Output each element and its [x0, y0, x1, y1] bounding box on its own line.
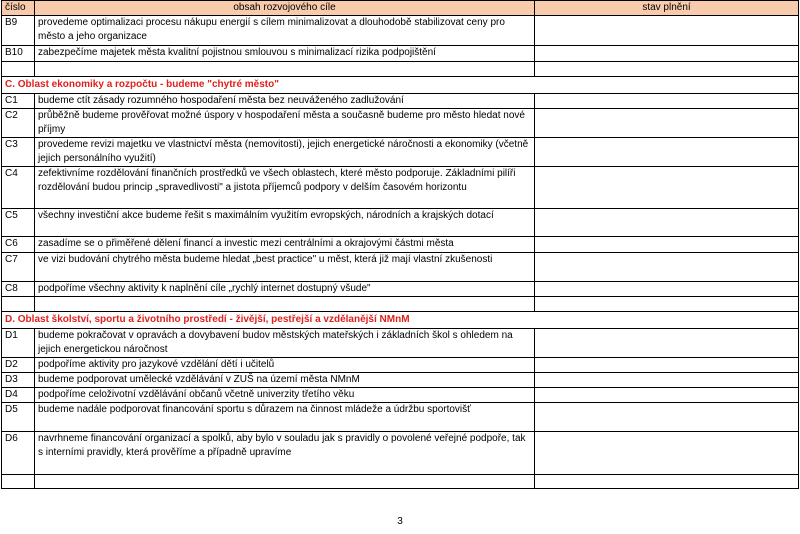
table-header-row — [2, 1, 799, 16]
goal-status-cell — [535, 403, 799, 432]
goal-status-cell — [535, 373, 799, 388]
goal-number-cell: C4 — [2, 167, 35, 209]
empty-cell — [2, 297, 35, 312]
empty-cell — [2, 62, 35, 77]
table-row — [2, 167, 799, 209]
empty-cell — [2, 475, 35, 489]
goal-content-cell: všechny investiční akce budeme řešit s maximálním využitím evropských, národních a krajských dotací — [35, 209, 535, 237]
goal-status-cell — [535, 329, 799, 358]
goal-number-cell: C1 — [2, 94, 35, 109]
goal-number-cell: D3 — [2, 373, 35, 388]
goal-status-cell — [535, 358, 799, 373]
goal-number-cell: C3 — [2, 138, 35, 167]
goal-status-cell — [535, 432, 799, 475]
goal-content-cell: průběžně budeme prověřovat možné úspory v hospodaření města a současně budeme pro město hledat nové příjmy — [35, 109, 535, 138]
empty-cell — [535, 62, 799, 77]
goal-content-cell: budeme podporovat umělecké vzdělávání v ZUŠ na území města NMnM — [35, 373, 535, 388]
goal-content-cell: provedeme revizi majetku ve vlastnictví města (nemovitosti), jejich energetické náročnosti a ekonomiky (včetně jejich personálního využití) — [35, 138, 535, 167]
empty-row — [2, 297, 799, 312]
table-row — [2, 329, 799, 358]
table-row — [2, 282, 799, 297]
goal-number-cell: C8 — [2, 282, 35, 297]
goals-table-body — [2, 1, 799, 489]
goal-status-cell — [535, 94, 799, 109]
goal-content-cell: navrhneme financování organizací a spolků, aby bylo v souladu jak s pravidly o povolené veřejné podpoře, tak s interními pravidly, která prověříme a případně upravíme — [35, 432, 535, 475]
table-row — [2, 46, 799, 62]
goal-status-cell — [535, 109, 799, 138]
goal-number-cell: B9 — [2, 16, 35, 46]
empty-cell — [35, 297, 535, 312]
goals-table — [1, 0, 799, 489]
goal-status-cell — [535, 16, 799, 46]
table-row — [2, 373, 799, 388]
goal-status-cell — [535, 167, 799, 209]
goal-content-cell: provedeme optimalizaci procesu nákupu energií s cílem minimalizovat a dlouhodobě stabilizovat ceny pro město a jeho organizace — [35, 16, 535, 46]
column-header-content: obsah rozvojového cíle — [35, 1, 535, 16]
column-header-number: číslo — [2, 1, 35, 16]
goal-number-cell: D6 — [2, 432, 35, 475]
empty-cell — [35, 475, 535, 489]
goal-status-cell — [535, 282, 799, 297]
goal-content-cell: budeme nadále podporovat financování sportu s důrazem na činnost mládeže a údržbu sportovišť — [35, 403, 535, 432]
section-heading: D. Oblast školství, sportu a životního prostředí - živější, pestřejší a vzdělanější NMnM — [2, 312, 799, 329]
table-row — [2, 209, 799, 237]
goal-number-cell: D2 — [2, 358, 35, 373]
goal-number-cell: C7 — [2, 253, 35, 282]
goal-number-cell: C6 — [2, 237, 35, 253]
empty-cell — [535, 475, 799, 489]
section-heading: C. Oblast ekonomiky a rozpočtu - budeme "chytré město" — [2, 77, 799, 94]
empty-cell — [35, 62, 535, 77]
table-row — [2, 403, 799, 432]
table-row — [2, 16, 799, 46]
column-header-status: stav plnění — [535, 1, 799, 16]
goal-status-cell — [535, 46, 799, 62]
goal-content-cell: podpoříme všechny aktivity k naplnění cíle „rychlý internet dostupný všude" — [35, 282, 535, 297]
goal-number-cell: C2 — [2, 109, 35, 138]
goal-number-cell: D1 — [2, 329, 35, 358]
goal-status-cell — [535, 388, 799, 403]
goal-number-cell: C5 — [2, 209, 35, 237]
goal-number-cell: D4 — [2, 388, 35, 403]
goal-content-cell: podpoříme celoživotní vzdělávání občanů včetně univerzity třetího věku — [35, 388, 535, 403]
goal-status-cell — [535, 253, 799, 282]
goal-content-cell: budeme pokračovat v opravách a dovybavení budov městských mateřských i základních škol s ohledem na jejich energetickou náročnost — [35, 329, 535, 358]
table-row — [2, 138, 799, 167]
goal-content-cell: zasadíme se o přiměřené dělení financí a investic mezi centrálními a okrajovými částmi města — [35, 237, 535, 253]
goal-number-cell: B10 — [2, 46, 35, 62]
section-heading-row — [2, 312, 799, 329]
table-row — [2, 237, 799, 253]
empty-cell — [535, 297, 799, 312]
goal-content-cell: budeme ctít zásady rozumného hospodaření města bez neuváženého zadlužování — [35, 94, 535, 109]
table-row — [2, 388, 799, 403]
table-row — [2, 358, 799, 373]
goal-status-cell — [535, 209, 799, 237]
goal-status-cell — [535, 237, 799, 253]
goal-content-cell: zabezpečíme majetek města kvalitní pojistnou smlouvou s minimalizací rizika podpojištění — [35, 46, 535, 62]
table-row — [2, 432, 799, 475]
goal-content-cell: zefektivníme rozdělování finančních prostředků ve všech oblastech, které město podporuje. Základními pilíři rozdělování budou princip „spravedlivosti" a jistota příjemců podpory v delším časovém horizontu — [35, 167, 535, 209]
table-row — [2, 109, 799, 138]
goal-number-cell: D5 — [2, 403, 35, 432]
section-heading-row — [2, 77, 799, 94]
empty-row — [2, 62, 799, 77]
empty-row — [2, 475, 799, 489]
table-row — [2, 253, 799, 282]
page-number: 3 — [397, 516, 403, 527]
goal-content-cell: ve vizi budování chytrého města budeme hledat „best practice" u měst, která již mají vlastní zkušenosti — [35, 253, 535, 282]
goal-content-cell: podpoříme aktivity pro jazykové vzdělání dětí i učitelů — [35, 358, 535, 373]
table-row — [2, 94, 799, 109]
goal-status-cell — [535, 138, 799, 167]
